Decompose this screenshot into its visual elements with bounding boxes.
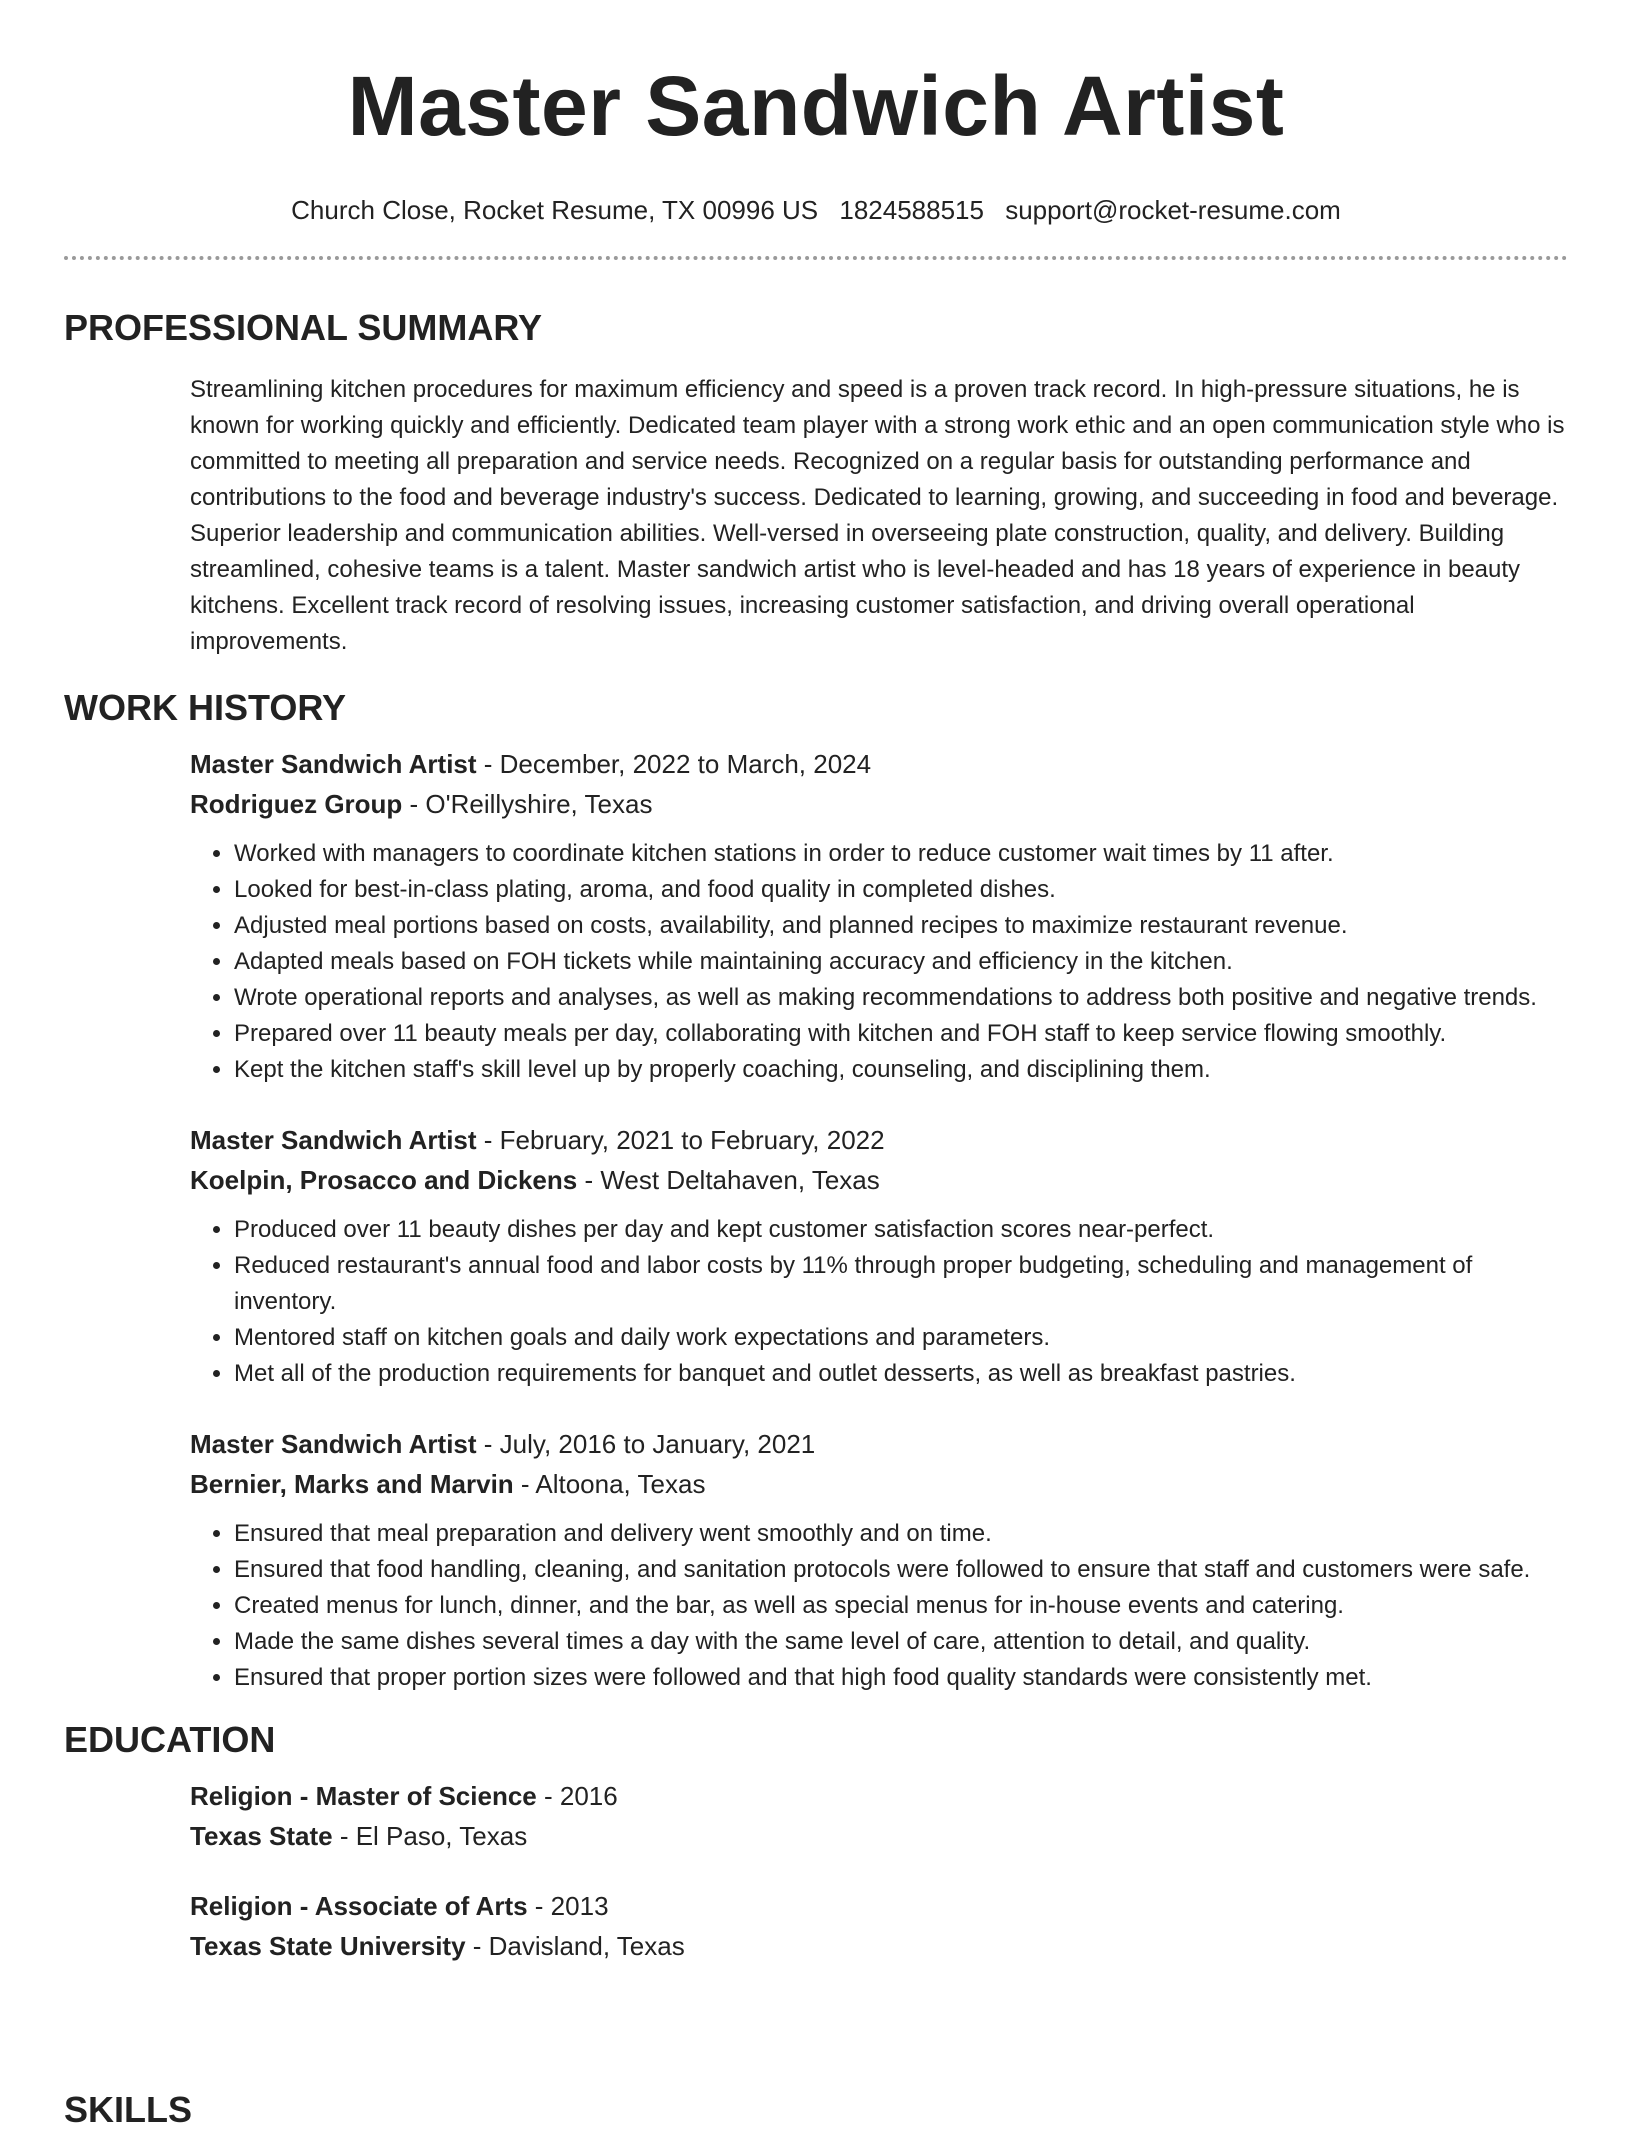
job-bullet: • Mentored staff on kitchen goals and daily work expectations and parameters.: [234, 1320, 1568, 1356]
job-bullet: • Kept the kitchen staff's skill level up by properly coaching, counseling, and disciplining them.: [234, 1052, 1568, 1088]
job-bullet: • Reduced restaurant's annual food and labor costs by 11% through proper budgeting, scheduling and management of inventory.: [234, 1248, 1568, 1320]
job-bullet: • Worked with managers to coordinate kitchen stations in order to reduce customer wait times by 11 after.: [234, 836, 1568, 872]
job-company-line: [190, 1464, 1568, 1504]
education-degree: Religion - Associate of Arts: [190, 1891, 528, 1921]
job-entry: [190, 1424, 1568, 1696]
job-role: Master Sandwich Artist: [190, 749, 477, 779]
education-degree-line: [190, 1886, 1568, 1926]
education-degree: Religion - Master of Science: [190, 1781, 537, 1811]
education-heading: EDUCATION: [64, 1719, 276, 1760]
job-bullet: • Made the same dishes several times a day with the same level of care, attention to detail, and quality.: [234, 1624, 1568, 1660]
education-year: - 2013: [527, 1891, 609, 1921]
job-title-line: [190, 1120, 1568, 1160]
job-dates: - July, 2016 to January, 2021: [476, 1429, 816, 1459]
contact-line: [0, 194, 1632, 226]
job-bullet: • Adapted meals based on FOH tickets while maintaining accuracy and efficiency in the kitchen.: [234, 944, 1568, 980]
job-bullet: • Ensured that meal preparation and delivery went smoothly and on time.: [234, 1516, 1568, 1552]
job-bullet: • Created menus for lunch, dinner, and the bar, as well as special menus for in-house events and catering.: [234, 1588, 1568, 1624]
job-company-line: [190, 784, 1568, 824]
education-location: - El Paso, Texas: [332, 1821, 528, 1851]
job-company-line: [190, 1160, 1568, 1200]
job-company: Bernier, Marks and Marvin: [190, 1469, 514, 1499]
education-entry: [190, 1886, 1568, 1966]
header-divider: [64, 256, 1568, 260]
candidate-name: Master Sandwich Artist: [347, 59, 1285, 153]
summary-section: [0, 306, 1632, 660]
job-location: - O'Reillyshire, Texas: [402, 789, 653, 819]
contact-email: support@rocket-resume.com: [1005, 195, 1341, 225]
job-location: - Altoona, Texas: [513, 1469, 706, 1499]
job-bullet: • Wrote operational reports and analyses, as well as making recommendations to address both positive and negative trends.: [234, 980, 1568, 1016]
education-school-line: [190, 1926, 1568, 1966]
job-company: Rodriguez Group: [190, 789, 403, 819]
job-bullet: • Produced over 11 beauty dishes per day and kept customer satisfaction scores near-perfect.: [234, 1212, 1568, 1248]
education-school-line: [190, 1816, 1568, 1856]
job-title-line: [190, 744, 1568, 784]
skills-section: [0, 2088, 192, 2132]
job-dates: - December, 2022 to March, 2024: [476, 749, 872, 779]
skills-heading: SKILLS: [64, 2089, 193, 2130]
work-history-heading: WORK HISTORY: [64, 687, 347, 728]
education-school: Texas State University: [190, 1931, 466, 1961]
education-section: [0, 1718, 1632, 1966]
job-bullet: • Ensured that proper portion sizes were followed and that high food quality standards were consistently met.: [234, 1660, 1568, 1696]
job-bullet: • Met all of the production requirements for banquet and outlet desserts, as well as breakfast pastries.: [234, 1356, 1568, 1392]
job-title-line: [190, 1424, 1568, 1464]
job-role: Master Sandwich Artist: [190, 1429, 477, 1459]
job-entry: [190, 1120, 1568, 1392]
education-school: Texas State: [190, 1821, 333, 1851]
education-location: - Davisland, Texas: [465, 1931, 685, 1961]
contact-address: Church Close, Rocket Resume, TX 00996 US: [291, 195, 819, 225]
contact-phone: 1824588515: [839, 195, 984, 225]
education-degree-line: [190, 1776, 1568, 1816]
work-history-section: [0, 686, 1632, 1696]
summary-heading: PROFESSIONAL SUMMARY: [64, 307, 543, 348]
job-bullet: • Looked for best-in-class plating, aroma, and food quality in completed dishes.: [234, 872, 1568, 908]
job-bullets: [190, 1516, 1568, 1696]
job-bullet: • Prepared over 11 beauty meals per day, collaborating with kitchen and FOH staff to keep service flowing smoothly.: [234, 1016, 1568, 1052]
education-entry: [190, 1776, 1568, 1856]
job-bullets: [190, 836, 1568, 1088]
job-dates: - February, 2021 to February, 2022: [476, 1125, 885, 1155]
education-year: - 2016: [536, 1781, 618, 1811]
job-company: Koelpin, Prosacco and Dickens: [190, 1165, 578, 1195]
job-location: - West Deltahaven, Texas: [577, 1165, 880, 1195]
job-bullets: [190, 1212, 1568, 1392]
job-entry: [190, 744, 1568, 1088]
job-role: Master Sandwich Artist: [190, 1125, 477, 1155]
job-bullet: • Ensured that food handling, cleaning, and sanitation protocols were followed to ensure that staff and customers were safe.: [234, 1552, 1568, 1588]
job-bullet: • Adjusted meal portions based on costs, availability, and planned recipes to maximize restaurant revenue.: [234, 908, 1568, 944]
summary-text: Streamlining kitchen procedures for maximum efficiency and speed is a proven track record. In high-pressure situations, he is known for working quickly and efficiently. Dedicated team player with a strong work ethic and an open communication style who is committed to meeting all preparation and service needs. Recognized on a regular basis for outstanding performance and contributions to the food and beverage industry's success. Dedicated to learning, growing, and succeeding in food and beverage. Superior leadership and communication abilities. Well-versed in overseeing plate construction, quality, and delivery. Building streamlined, cohesive teams is a talent. Master sandwich artist who is level-headed and has 18 years of experience in beauty kitchens. Excellent track record of resolving issues, increasing customer satisfaction, and driving overall operational improvements.: [190, 376, 1565, 655]
